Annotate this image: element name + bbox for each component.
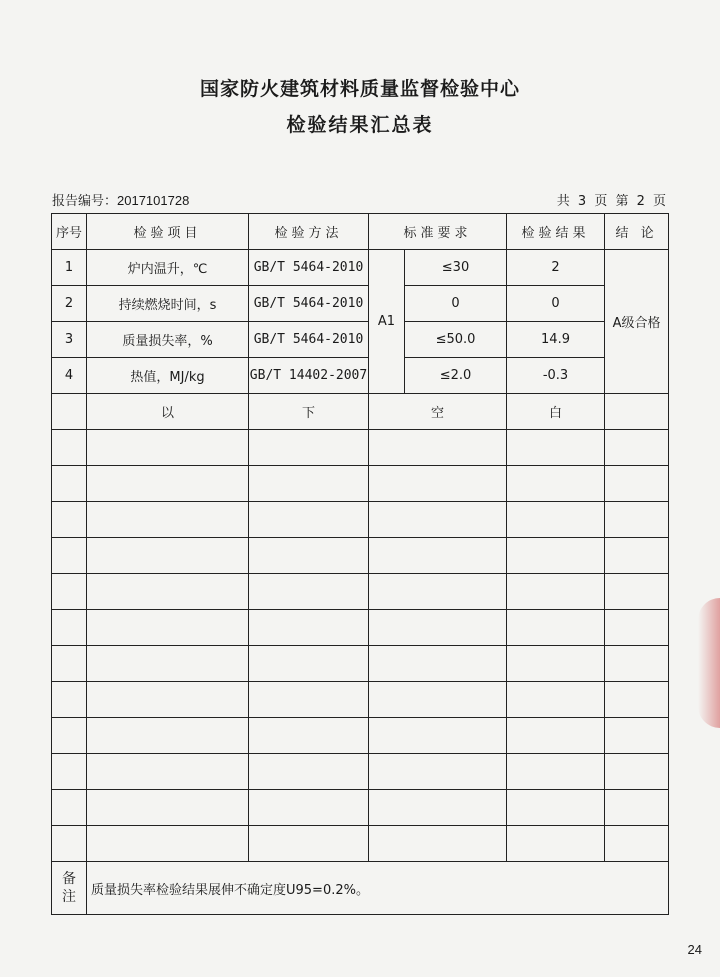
remarks-row — [52, 862, 669, 915]
row-result: -0.3 — [507, 358, 605, 394]
blank-marker-1: 以 — [87, 394, 249, 430]
row-item: 持续燃烧时间，s — [87, 286, 249, 322]
conclusion-cell: A级合格 — [605, 250, 669, 394]
empty-row — [52, 502, 669, 538]
empty-row — [52, 826, 669, 862]
document-title: 国家防火建筑材料质量监督检验中心 — [199, 78, 520, 100]
table-row — [52, 322, 669, 358]
report-number-label: 报告编号： — [52, 194, 118, 209]
row-method: GB/T 14402-2007 — [249, 358, 369, 394]
empty-row — [52, 754, 669, 790]
remarks-text: 质量损失率检验结果展伸不确定度U95=0.2%。 — [87, 862, 669, 915]
row-no: 3 — [52, 322, 87, 358]
empty-row — [52, 682, 669, 718]
grade-cell: A1 — [369, 250, 405, 394]
red-stamp-edge — [698, 598, 720, 728]
empty-row — [52, 574, 669, 610]
empty-row — [52, 718, 669, 754]
report-number — [52, 190, 189, 209]
blank-marker-2: 下 — [249, 394, 369, 430]
table-header-row — [52, 214, 669, 250]
blank-marker-row — [52, 394, 669, 430]
row-method: GB/T 5464-2010 — [249, 250, 369, 286]
empty-row — [52, 610, 669, 646]
row-result: 0 — [507, 286, 605, 322]
header-no: 序号 — [52, 214, 87, 250]
results-table — [51, 213, 669, 915]
remarks-label-1: 备 — [62, 871, 76, 887]
header-item: 检验项目 — [87, 214, 249, 250]
row-item: 炉内温升，℃ — [87, 250, 249, 286]
row-method: GB/T 5464-2010 — [249, 322, 369, 358]
row-item: 热值，MJ/kg — [87, 358, 249, 394]
blank-marker-3: 空 — [369, 394, 507, 430]
page-number: 24 — [687, 942, 702, 957]
row-method: GB/T 5464-2010 — [249, 286, 369, 322]
header-requirement: 标准要求 — [369, 214, 507, 250]
row-no: 4 — [52, 358, 87, 394]
page-count: 共 3 页 第 2 页 — [556, 194, 668, 209]
row-item: 质量损失率，% — [87, 322, 249, 358]
table-row — [52, 250, 669, 286]
remarks-label — [52, 862, 87, 915]
header-conclusion: 结 论 — [605, 214, 669, 250]
remarks-label-2: 注 — [62, 889, 76, 905]
empty-row — [52, 538, 669, 574]
document-subtitle: 检验结果汇总表 — [286, 114, 434, 136]
blank-marker-4: 白 — [507, 394, 605, 430]
table-row — [52, 286, 669, 322]
row-requirement: ≤30 — [405, 250, 507, 286]
row-requirement: ≤2.0 — [405, 358, 507, 394]
header-method: 检验方法 — [249, 214, 369, 250]
table-row — [52, 358, 669, 394]
row-requirement: 0 — [405, 286, 507, 322]
header-result: 检验结果 — [507, 214, 605, 250]
row-result: 2 — [507, 250, 605, 286]
row-requirement: ≤50.0 — [405, 322, 507, 358]
row-no: 2 — [52, 286, 87, 322]
empty-row — [52, 790, 669, 826]
row-result: 14.9 — [507, 322, 605, 358]
report-number-value: 2017101728 — [117, 193, 190, 208]
empty-row — [52, 646, 669, 682]
empty-row — [52, 466, 669, 502]
empty-row — [52, 430, 669, 466]
row-no: 1 — [52, 250, 87, 286]
